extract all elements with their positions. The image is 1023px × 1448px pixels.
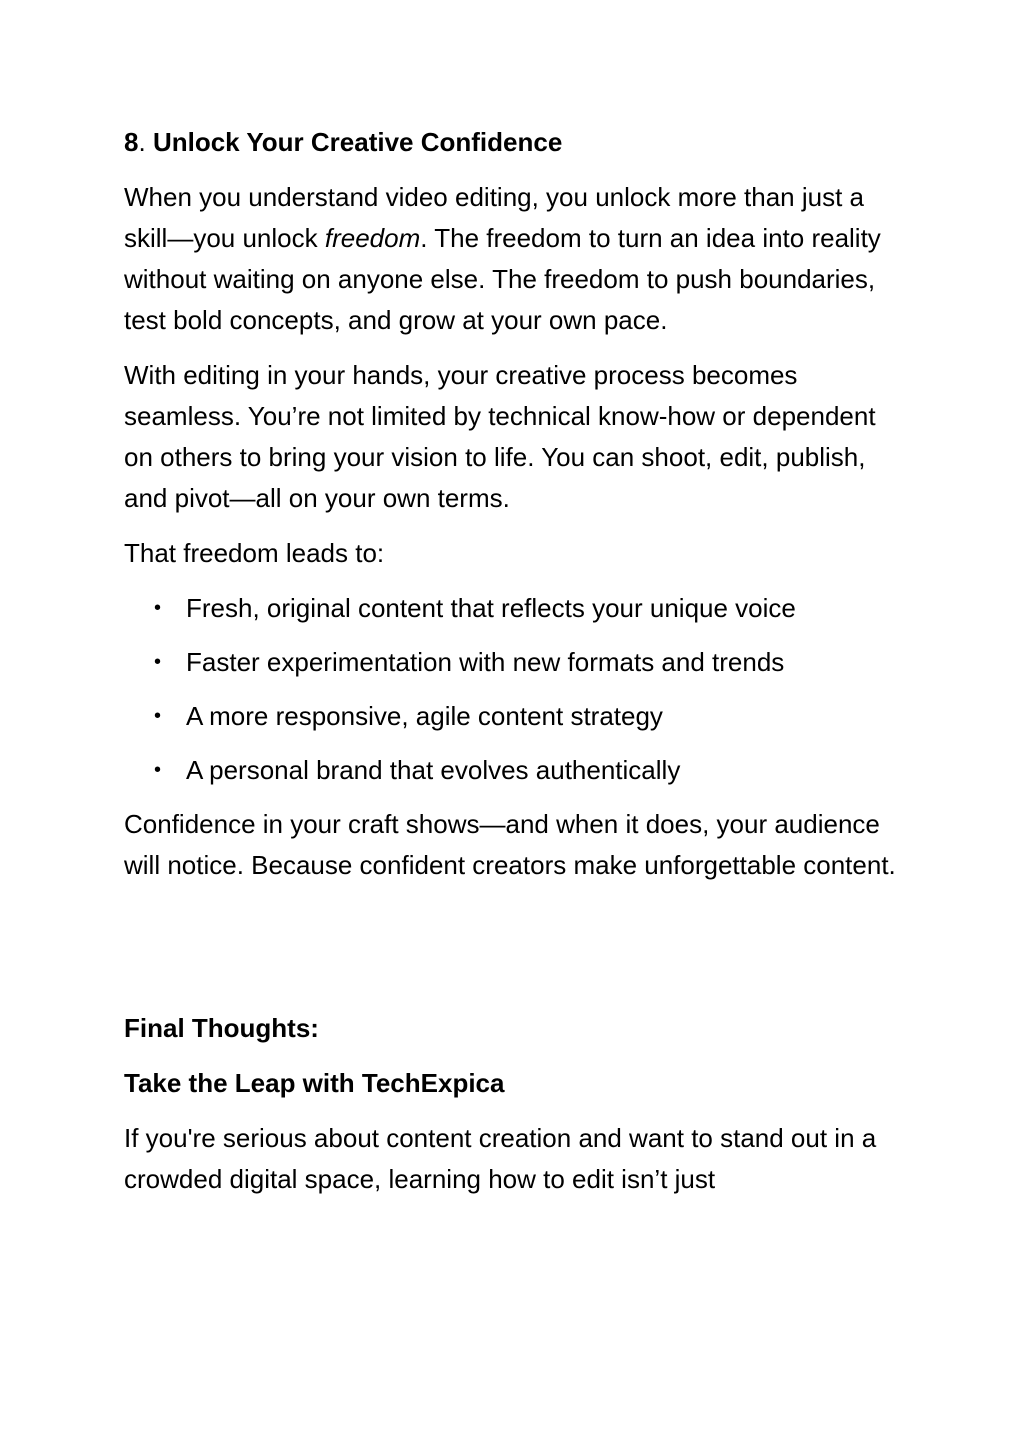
- final-thoughts-heading: Final Thoughts:: [124, 1013, 319, 1043]
- bullet-icon: •: [154, 651, 162, 673]
- list-item-text: A more responsive, agile content strategy: [186, 701, 663, 731]
- page-content: [124, 122, 904, 1200]
- paragraph-freedom-emphasis: freedom: [324, 223, 421, 253]
- paragraph-editing: With editing in your hands, your creative process becomes seamless. You’re not limited by technical know-how or dependent on others to bring your vision to life. You can shoot, edit, publish, and pivot—all on your own terms.: [124, 360, 876, 513]
- section-number: 8: [124, 127, 139, 157]
- section-number-dot: .: [138, 127, 146, 157]
- benefits-list: [124, 588, 904, 791]
- paragraph-freedom-end: . The freedom to turn an idea into reality without waiting on anyone else. The freedom to push boundaries, test bold concepts, and grow at your own pace.: [124, 223, 881, 335]
- list-item-text: Faster experimentation with new formats and trends: [186, 647, 785, 677]
- list-item: [124, 696, 904, 737]
- bullet-icon: •: [154, 597, 162, 619]
- paragraph-freedom-start: When you understand video editing, you unlock more than just a skill—you unlock: [124, 182, 865, 253]
- list-item: [124, 588, 904, 629]
- list-item: [124, 642, 904, 683]
- bullet-icon: •: [154, 759, 162, 781]
- paragraph-leads-to: That freedom leads to:: [124, 538, 385, 568]
- paragraph-confidence: Confidence in your craft shows—and when it does, your audience will notice. Because confident creators make unforgettable content.: [124, 809, 896, 880]
- paragraph-final: If you're serious about content creation and want to stand out in a crowded digital space, learning how to edit isn’t just: [124, 1123, 877, 1194]
- section-heading: [124, 122, 904, 163]
- list-item-text: A personal brand that evolves authentically: [186, 755, 681, 785]
- list-item: [124, 750, 904, 791]
- final-subheading: Take the Leap with TechExpica: [124, 1068, 505, 1098]
- bullet-icon: •: [154, 705, 162, 727]
- section-title: Unlock Your Creative Confidence: [152, 127, 563, 157]
- list-item-text: Fresh, original content that reflects your unique voice: [186, 593, 796, 623]
- paragraph-freedom: [124, 177, 904, 341]
